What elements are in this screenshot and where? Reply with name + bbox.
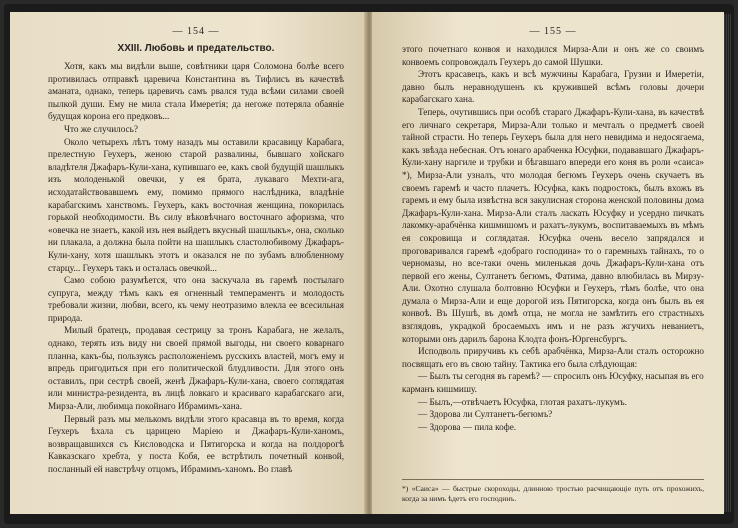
page-number-right: — 155 — bbox=[529, 26, 577, 37]
footnote: *) «Саиса» — быстрые скороходы, длинною тростью расчищающіе путь отъ прохожихъ, когда за нимъ ѣдетъ его господинъ. bbox=[402, 479, 704, 504]
dialogue-line: — Былъ ты сегодня въ гаремѣ? — спросилъ онъ Юсуфку, насыпая въ его карманъ кишмишу. bbox=[402, 371, 704, 395]
left-page bbox=[10, 12, 366, 514]
paragraph: Теперь, очутившись при особѣ стараго Джафаръ-Кули-хана, въ качествѣ его личнаго секретаря, Мирза-Али только и мечталъ о предметѣ своей тайной страсти. Но теперь Геухеръ была для него невидима и недосягаема, какъ звѣзда небесная. Отъ юнаго арабченка Юсуфки, подававшаго Джафаръ-Кули-хану наргиле и трубки и бѣгавшаго впереди его коня въ роли «саиса» *), Мирза-Али узналъ, что молодая бегюмъ Геухеръ очень скучаетъ въ своемъ гаремѣ и часто плачетъ. Юсуфка, какъ подростокъ, былъ вхожъ въ гаремъ и ему была извѣстна вся закулисная сторона женской половины дома Джафаръ-Кули-хана. Мирза-Али сталъ ласкать Юсуфку и усердно пичкать лакомку-арабчёнка кишмишомъ и рахатъ-лукумъ, воспитаваемыхъ въ мѣмъ ея сокровища и соглядатая. Юсуфка очень весело запрядался и проговаривался гаремѣ «добраго господина» то о гаремныхъ тайнахъ, то о черномазы, но все-таки очень миленькая дочь Джафаръ-Кули-хана отъ первой его жены, Султанетъ бегюмъ, Фатима, давно влюбилась въ Мирзу-Али. Охотно слушала болтовню Юсуфки и Геухеръ, тѣмъ болѣе, что она думала о Мирза-Али и еще дорогой изъ Пятигорска, когда онъ былъ въ ея конвоѣ. Въ Шушѣ, въ домѣ отца, не могла не замѣтить его страстныхъ взглядовъ, украдкой бросаемыхъ имъ и не разъ жгучихъ неваниетъ, которыми онъ дарилъ барона Клодта фонъ-Юргенсбургъ. bbox=[402, 106, 704, 344]
paragraph: этого почетнаго конвоя и находился Мирза-Али и онъ же со своимъ конвоемъ сопровождалъ Геухеръ до самой Шушки. bbox=[402, 44, 704, 67]
dialogue-line: — Здорова ли Султанетъ-бегюмъ? bbox=[418, 409, 553, 420]
dialogue-line: — Былъ,—отвѣчаетъ Юсуфка, глотая рахатъ-лукумъ. bbox=[418, 396, 627, 407]
paragraph: Само собою разумѣется, что она заскучала въ гаремѣ постылаго супруга, между тѣмъ какъ ея огненный темпераментъ и молодость требовали жизни, любви, всего, къ чему неотразимо влекла ее всесильная природа. bbox=[48, 275, 344, 323]
dialogue-line: — Здорова — пила кофе. bbox=[418, 421, 517, 432]
paragraph: Исподволь приручивъ къ себѣ арабчёнка, Мирза-Али сталъ осторожно посвящать его въ свою тайну. Тактика его была слѣдующая: bbox=[402, 346, 704, 369]
right-page bbox=[372, 12, 724, 514]
paragraph: Этотъ красавецъ, какъ и всѣ мужчины Карабага, Грузии и Имеретіи, давно былъ неравнодушенъ къ кружившей всѣмъ головы дочери карабагскаго хана. bbox=[402, 69, 704, 105]
paragraph: Милый братецъ, продавая сестрицу за тронъ Карабага, не желалъ, однако, терять изъ виду ни своей прямой выгоды, ни своего коварнаго планна, какъ-бы, пользуясь расположеніемъ русскихъ властей, могъ ему и впредь пригодиться при его политической блудливости. Для этого онъ оставилъ, при сестрѣ своей, женѣ Джафаръ-Кули-хана, своего соглядатая или министра-резидента, въ лицѣ ловкаго и красиваго карабагскаго аги, Мирза-Али, любимца покойнаго Ибрамимъ-хана. bbox=[48, 325, 344, 412]
page-edges bbox=[724, 14, 732, 512]
paragraph: Около четырехъ лѣтъ тому назадъ мы оставили красавицу Карабага, прелестную Геухеръ, женою старой развалины, бывшаго хойскаго владѣтеля Джафаръ-Кули-хана, купившаго ее, какъ свой будущій шашлыкъ изъ молоденькой овечки, у ея брата, лукаваго Мехти-ага, исходатайствовавшемъ ему, помимо прямого наслѣдника, владѣніе карабагскимъ ханствомъ. Геухеръ, какъ восточная женщина, покорилась горькой необходимости. Въ силу вѣковѣчнаго восточнаго афоризма, что «овечка не знаетъ, какой изъ нея выйдетъ вкусный шашлыкъ», она, сколько ни плакала, а должна была пойти на шашлыкъ сластолюбивому Джафаръ-Кули-хану, хотя шашлыкъ этотъ и оказался не по зубамъ влюбленному старцу... Геухеръ такъ и осталась овечкой... bbox=[48, 136, 344, 273]
page-number-left: — 154 — bbox=[172, 26, 220, 37]
paragraph: Хотя, какъ мы видѣли выше, совѣтники царя Соломона болѣе всего противилась отправкѣ царевича Константина въ Тифлисъ въ качествѣ аманата, однако, теперь царевичъ самъ рвался туда всѣми силами своей пылкой души. Ему не мила стала Имеретія; да негоже потеряла обаяніе будущая корона его предковъ... bbox=[48, 61, 344, 122]
chapter-title: XXIII. Любовь и предательство. bbox=[117, 43, 275, 54]
paragraph: Первый разъ мы мелькомъ видѣли этого красавца въ то время, когда Геухеръ ѣхала съ царицею Маріею и Джафаръ-Кули-ханомъ, возвращавшихся съ Кисловодска и Пятигорска и когда на полдорогѣ Кавказскаго хребта, у поста Кобя, ее встрѣтилъ почетный конвой, посланный ей навстрѣчу отцомъ, Ибрамимъ-ханомъ. Во главѣ bbox=[48, 413, 344, 474]
paragraph: Что же случилось? bbox=[64, 123, 138, 134]
book-spread bbox=[4, 4, 734, 524]
